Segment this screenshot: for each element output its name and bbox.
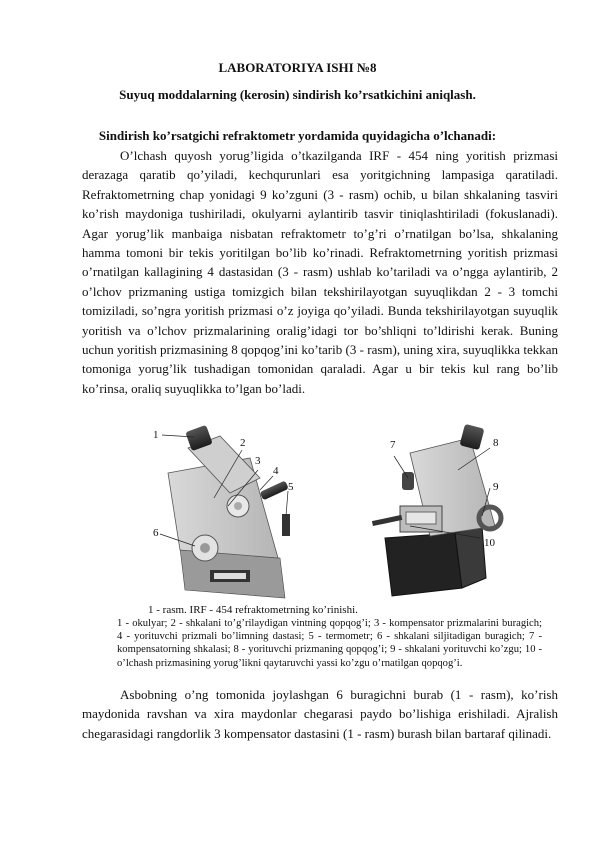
callout-5: 5 [288, 481, 294, 493]
figure-caption-legend: 1 - okulyar; 2 - shkalani to’g’rilaydigan vintning qopqog’i; 3 - kompensator prizmalarini buragich; 4 - yorituvchi prizmali bo’limning dastasi; 5 - termometr; 6 - shkalani siljitadigan buragich; 7 - kompensatorning shkalasi; 8 - yorituvchi prizmaning qopqog’i; 9 - shkalani yorituvchi ko’zgu; 10 - o’lchash prizmasining yorug’likni qaytaruvchi yassi ko’zgu o’rnatilgan qopqog’i. [117, 618, 542, 669]
refractometer-front-view [168, 425, 290, 598]
callout-10: 10 [484, 537, 495, 549]
figure-caption-title: 1 - rasm. IRF - 454 refraktometrning ko’rinishi. [148, 604, 358, 616]
callout-1: 1 [153, 429, 159, 441]
document-subtitle: Suyuq moddalarning (kerosin) sindirish ko’rsatkichini aniqlash. [119, 87, 476, 102]
refractometer-figure [110, 418, 530, 604]
document-title: LABORATORIYA ISHI №8 [218, 60, 377, 75]
callout-7: 7 [390, 439, 396, 451]
callout-9: 9 [493, 481, 499, 493]
paragraph-2: Asbobning o’ng tomonida joylashgan 6 buragichni burab (1 - rasm), ko’rish maydonida ravshan va xira maydonlar chegarasi paydo bo’lishiga erishiladi. Ajralish chegarasidagi rangdorlik 3 kompensator dastasini (1 - rasm) burash bilan bartaraf qilinadi. [82, 687, 558, 741]
callout-2: 2 [240, 437, 246, 449]
callout-6: 6 [153, 527, 159, 539]
paragraph-1: O’lchash quyosh yorug’ligida o’tkazilganda IRF - 454 ning yoritish prizmasi derazaga qaratib qo’yiladi, kechqurunlari esa yoritgichning lampasiga qaratiladi. Refraktometrning chap yonidagi 9 ko’zguni (3 - rasm) ochib, u bilan shkalaning tasviri ko’rish maydoniga tushiriladi, okulyarni aylantirib tasvir tiniqlashtiriladi (fokuslanadi). Agar yorug’lik manbaiga nisbatan refraktometr to’g’ri o’rnatilgan bo’lsa, shkalaning hamma tomoni bir tekis yoritilgan bo’lib ko’rinadi. Refraktometrning yoritish prizmasi o’rnatilgan kallagining 4 dastasidan (3 - rasm) ushlab ko’tariladi va o’ngga aylantirib, 2 o’lchov prizmaning ustiga tomizgich bilan tekshirilayotgan suyuqlikdan 2 - 3 tomchi tomiziladi, so’ngra yoritish prizmasi o’z joyiga qo’yiladi. Bunda tekshirilayotgan suyuqlik yoritish va o’lchov prizmalarining oralig’idagi tor bo’shliqni to’ldirishi kerak. Buning uchun yoritish prizmasining 8 qopqog’ini ko’tarib (3 - rasm), uning xira, suyuqlikka tekkan tomoniga yorug’lik tushadigan tomonidan qaraladi. Agar u bir tekis kul rang bo’lib ko’rinsa, oraliq suyuqlikka to’lgan bo’ladi. [82, 148, 558, 396]
callout-4: 4 [273, 465, 279, 477]
callout-3: 3 [255, 455, 261, 467]
callout-8: 8 [493, 437, 499, 449]
section-heading: Sindirish ko’rsatgichi refraktometr yordamida quyidagicha o’lchanadi: [98, 128, 497, 143]
refractometer-illustration [110, 418, 530, 604]
